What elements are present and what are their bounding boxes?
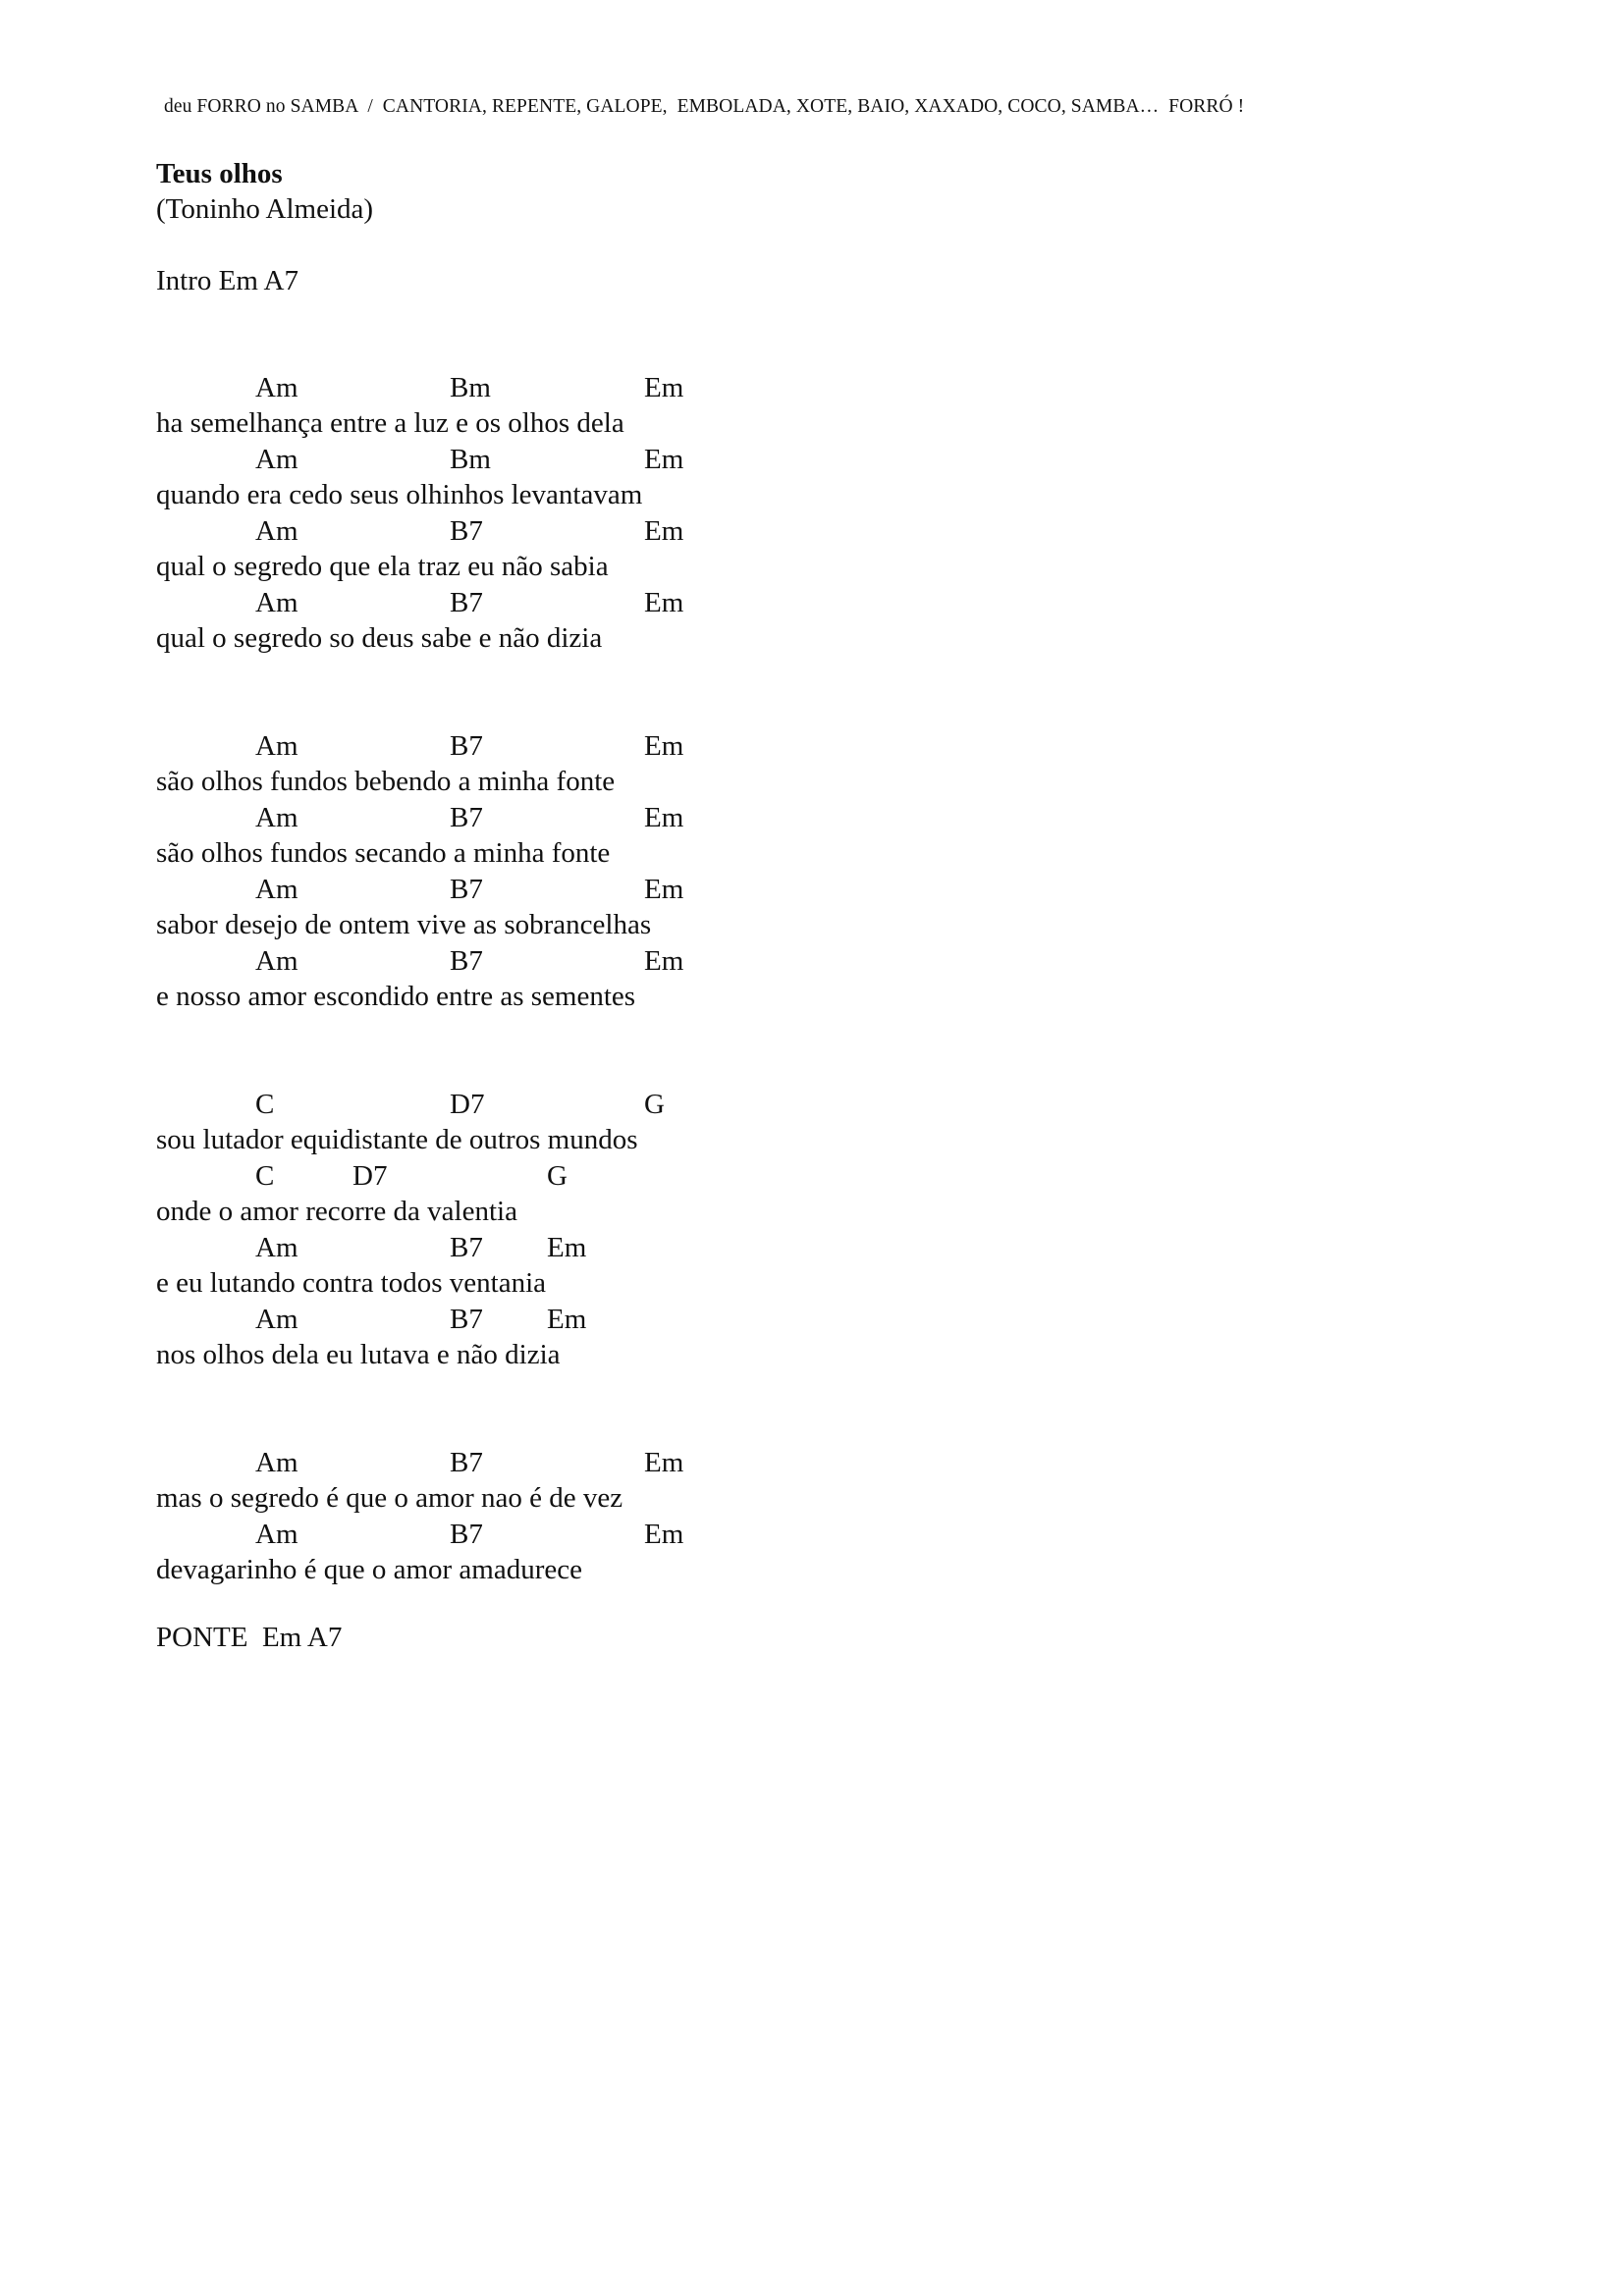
- chord: B7: [450, 1232, 483, 1263]
- chord: B7: [450, 1447, 483, 1478]
- chord: Em: [644, 945, 684, 977]
- intro-label: Intro: [156, 265, 212, 296]
- chord: B7: [450, 874, 483, 905]
- chord: Em: [644, 587, 684, 618]
- chord-lyric-pair: [156, 370, 902, 442]
- chord-row: [156, 943, 902, 979]
- chord: Em: [547, 1304, 587, 1335]
- chord: G: [644, 1089, 665, 1120]
- chord-lyric-pair: [156, 1517, 902, 1588]
- chord: B7: [450, 587, 483, 618]
- chord-lyric-pair: [156, 872, 902, 943]
- chord: Em: [644, 730, 684, 762]
- chord: Am: [255, 372, 298, 403]
- ponte-line: [156, 1620, 342, 1655]
- ponte-chords: Em A7: [261, 1622, 343, 1653]
- chord: Bm: [450, 444, 491, 475]
- chord: Am: [255, 802, 298, 833]
- chord: Am: [255, 1232, 298, 1263]
- chord: Em: [644, 372, 684, 403]
- chord: Em: [644, 1519, 684, 1550]
- intro-chords: Em A7: [218, 265, 298, 296]
- verse-section-1: [156, 370, 902, 657]
- chord: C: [255, 1160, 275, 1192]
- chord-lyric-pair: [156, 800, 902, 872]
- chord: Em: [644, 515, 684, 547]
- lyric-line: sabor desejo de ontem vive as sobrancelhas: [156, 909, 652, 940]
- lyric-line: qual o segredo que ela traz eu não sabia: [156, 551, 609, 582]
- chord: Bm: [450, 372, 491, 403]
- chord: Em: [644, 802, 684, 833]
- lyric-line: e nosso amor escondido entre as sementes: [156, 981, 636, 1012]
- chord: B7: [450, 945, 483, 977]
- intro-line: [156, 263, 298, 298]
- lyric-line: qual o segredo so deus sabe e não dizia: [156, 622, 603, 654]
- chord-row: [156, 442, 902, 477]
- lyric-line: quando era cedo seus olhinhos levantavam: [156, 479, 643, 510]
- chord: Am: [255, 730, 298, 762]
- chord: Am: [255, 444, 298, 475]
- chord-row: [156, 1087, 902, 1122]
- chord-lyric-pair: [156, 585, 902, 657]
- chord-row: [156, 1302, 902, 1337]
- chord: G: [547, 1160, 568, 1192]
- page-header: deu FORRO no SAMBA / CANTORIA, REPENTE, GALOPE, EMBOLADA, XOTE, BAIO, XAXADO, COCO, SAMBA… FORRÓ !: [164, 96, 1245, 117]
- chord: Am: [255, 1447, 298, 1478]
- lyric-line: onde o amor recorre da valentia: [156, 1196, 517, 1227]
- chord: Am: [255, 1304, 298, 1335]
- chord: Em: [644, 444, 684, 475]
- lyric-line: nos olhos dela eu lutava e não dizia: [156, 1339, 561, 1370]
- chord-row: [156, 370, 902, 405]
- lyric-line: devagarinho é que o amor amadurece: [156, 1554, 582, 1585]
- verse-section-3: [156, 1087, 902, 1373]
- chord-lyric-pair: [156, 943, 902, 1015]
- chord-lyric-pair: [156, 1087, 902, 1158]
- song-author: (Toninho Almeida): [156, 193, 374, 225]
- chord: Am: [255, 945, 298, 977]
- chord: D7: [352, 1160, 388, 1192]
- chord: B7: [450, 515, 483, 547]
- chord-row: [156, 800, 902, 835]
- chord: B7: [450, 1519, 483, 1550]
- song-title: Teus olhos: [156, 158, 283, 189]
- chord-lyric-pair: [156, 513, 902, 585]
- chord: Em: [644, 874, 684, 905]
- chord-lyric-pair: [156, 1302, 902, 1373]
- chord-row: [156, 1230, 902, 1265]
- lyric-line: são olhos fundos bebendo a minha fonte: [156, 766, 616, 797]
- chord-row: [156, 1158, 902, 1194]
- chord-row: [156, 513, 902, 549]
- chord: D7: [450, 1089, 485, 1120]
- chord: B7: [450, 802, 483, 833]
- chord-lyric-pair: [156, 442, 902, 513]
- chord: Em: [644, 1447, 684, 1478]
- chord-lyric-pair: [156, 1230, 902, 1302]
- chord-row: [156, 872, 902, 907]
- ponte-label: PONTE: [156, 1622, 248, 1653]
- chord-row: [156, 585, 902, 620]
- chord: Em: [547, 1232, 587, 1263]
- chord: B7: [450, 730, 483, 762]
- lyric-line: mas o segredo é que o amor nao é de vez: [156, 1482, 623, 1514]
- chord-row: [156, 1517, 902, 1552]
- verse-section-2: [156, 728, 902, 1015]
- chord: Am: [255, 587, 298, 618]
- chord-lyric-pair: [156, 1158, 902, 1230]
- chord: Am: [255, 874, 298, 905]
- lyric-line: ha semelhança entre a luz e os olhos dela: [156, 407, 624, 439]
- verse-section-4: [156, 1445, 902, 1588]
- chord: B7: [450, 1304, 483, 1335]
- chord: Am: [255, 515, 298, 547]
- lyric-line: são olhos fundos secando a minha fonte: [156, 837, 611, 869]
- chord-lyric-pair: [156, 1445, 902, 1517]
- lyric-line: sou lutador equidistante de outros mundos: [156, 1124, 638, 1155]
- chord: Am: [255, 1519, 298, 1550]
- chord-row: [156, 728, 902, 764]
- chord-row: [156, 1445, 902, 1480]
- lyric-line: e eu lutando contra todos ventania: [156, 1267, 547, 1299]
- chord-lyric-pair: [156, 728, 902, 800]
- chord: C: [255, 1089, 275, 1120]
